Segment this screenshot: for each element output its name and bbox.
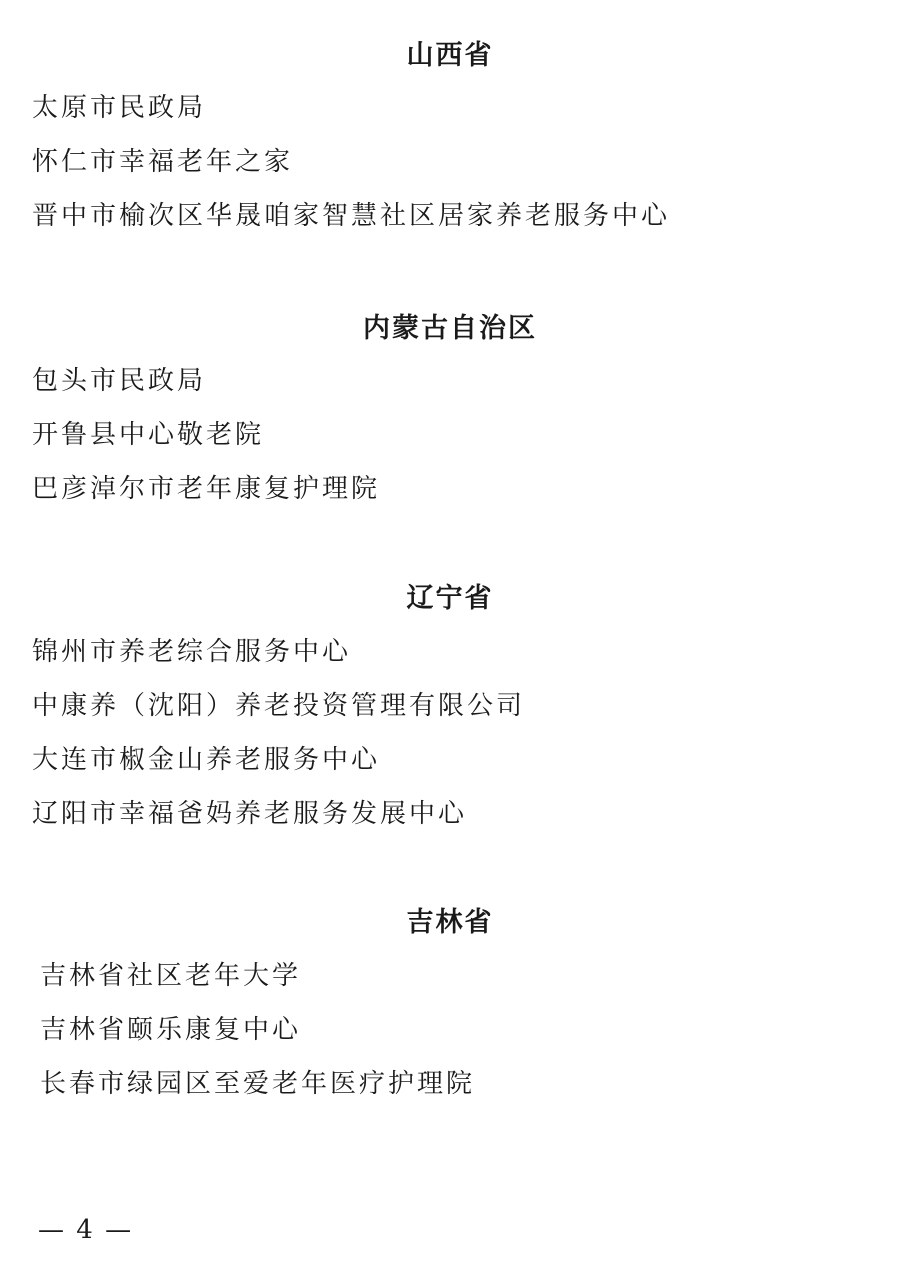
section-title-jilin: 吉林省 [406,907,494,938]
list-item: 辽阳市幸福爸妈养老服务发展中心 [32,799,468,829]
list-item: 开鲁县中心敬老院 [32,420,265,450]
list-item: 包头市民政局 [32,366,207,396]
list-item: 锦州市养老综合服务中心 [32,637,352,667]
list-item: 吉林省颐乐康复中心 [40,1015,302,1045]
list-item: 巴彦淖尔市老年康复护理院 [32,474,381,504]
list-item: 太原市民政局 [32,93,207,123]
list-item: 怀仁市幸福老年之家 [32,147,294,177]
list-item: 长春市绿园区至爱老年医疗护理院 [40,1069,476,1099]
list-item: 晋中市榆次区华晟咱家智慧社区居家养老服务中心 [32,201,671,231]
list-item: 中康养（沈阳）养老投资管理有限公司 [32,691,526,721]
section-title-liaoning: 辽宁省 [406,583,494,614]
list-item: 大连市椒金山养老服务中心 [32,745,381,775]
page-number: — 4 — [38,1215,134,1245]
section-title-inner-mongolia: 内蒙古自治区 [363,313,537,344]
list-item: 吉林省社区老年大学 [40,961,302,991]
section-title-shanxi: 山西省 [406,40,494,71]
